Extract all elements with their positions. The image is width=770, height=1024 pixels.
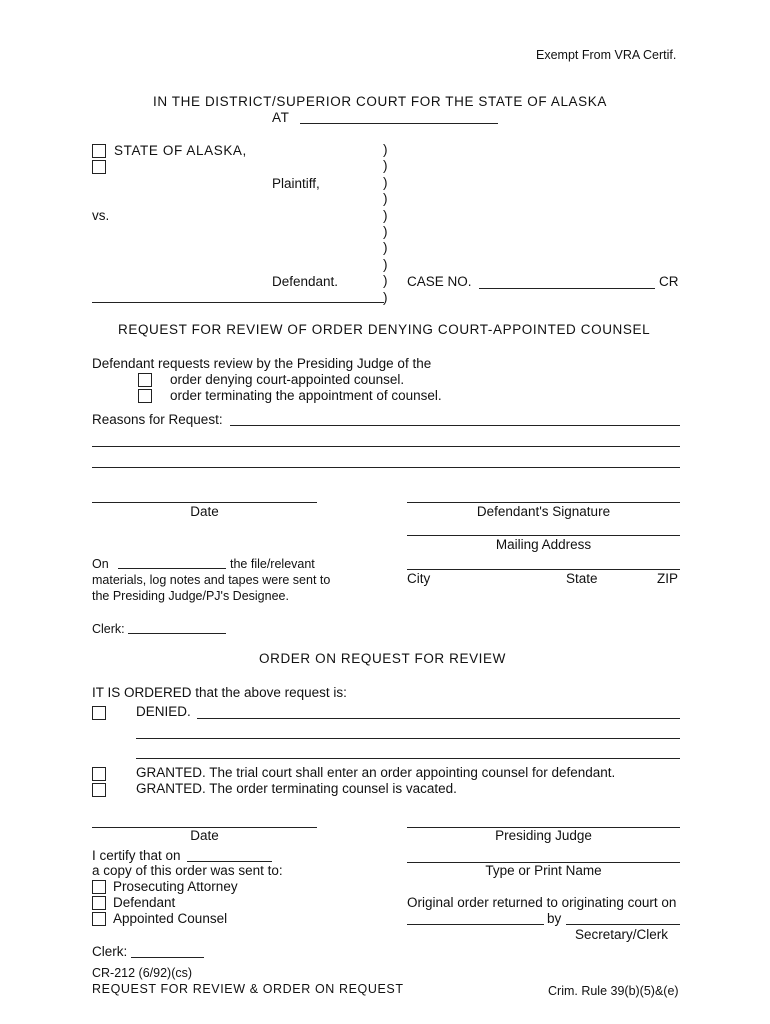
form-number: CR-212 (6/92)(cs) (92, 966, 193, 980)
mailing-address-field[interactable] (407, 535, 680, 536)
court-location-field[interactable] (300, 123, 498, 124)
reasons-line-1[interactable] (230, 425, 680, 426)
rule-reference: Crim. Rule 39(b)(5)&(e) (548, 984, 679, 998)
defendant-checkbox[interactable] (92, 896, 106, 910)
order-terminating-label: order terminating the appointment of counsel. (170, 388, 442, 403)
type-print-name-label: Type or Print Name (485, 863, 602, 878)
court-at-label: AT (272, 110, 290, 125)
case-no-label: CASE NO. (407, 274, 472, 289)
granted-appoint-checkbox[interactable] (92, 767, 106, 781)
sent-date-field[interactable] (118, 568, 226, 569)
on-label: On (92, 557, 109, 571)
ordered-text: IT IS ORDERED that the above request is: (92, 685, 347, 700)
appointed-counsel-checkbox[interactable] (92, 912, 106, 926)
request-title: REQUEST FOR REVIEW OF ORDER DENYING COURT-APPOINTED COUNSEL (118, 322, 651, 337)
zip-label: ZIP (657, 571, 679, 586)
denied-reason-line-1[interactable] (197, 718, 680, 719)
state-of-alaska-label: STATE OF ALASKA, (114, 143, 247, 158)
by-label: by (547, 911, 562, 926)
certify-date-field[interactable] (187, 861, 272, 862)
court-heading: IN THE DISTRICT/SUPERIOR COURT FOR THE STATE OF ALASKA (153, 94, 607, 109)
request-date-field[interactable] (92, 502, 317, 503)
city-state-zip-field[interactable] (407, 569, 680, 570)
reasons-label: Reasons for Request: (92, 412, 223, 427)
denied-label: DENIED. (136, 704, 191, 719)
request-clerk-field[interactable] (128, 633, 226, 634)
order-denying-label: order denying court-appointed counsel. (170, 372, 405, 387)
caption-parentheses: ) ) ) ) ) ) ) ) ) ) (383, 142, 388, 305)
prosecuting-attorney-label: Prosecuting Attorney (113, 879, 238, 894)
returned-date-field[interactable] (407, 924, 544, 925)
secretary-clerk-field[interactable] (566, 924, 680, 925)
copy-sent-label: a copy of this order was sent to: (92, 863, 283, 878)
granted-appoint-label: GRANTED. The trial court shall enter an order appointing counsel for defendant. (136, 765, 616, 780)
granted-vacate-label: GRANTED. The order terminating counsel is vacated. (136, 781, 457, 796)
defendant-signature-field[interactable] (407, 502, 680, 503)
secretary-clerk-label: Secretary/Clerk (574, 927, 668, 942)
original-returned-text: Original order returned to originating court on (407, 895, 677, 910)
other-plaintiff-checkbox[interactable] (92, 160, 106, 174)
state-of-alaska-checkbox[interactable] (92, 144, 106, 158)
plaintiff-label: Plaintiff, (272, 176, 320, 191)
request-date-label: Date (190, 504, 219, 519)
defendant-copy-label: Defendant (113, 895, 176, 910)
order-denying-checkbox[interactable] (138, 373, 152, 387)
city-label: City (407, 571, 431, 586)
mailing-address-label: Mailing Address (495, 537, 592, 552)
file-relevant-text: the file/relevant (230, 557, 315, 571)
case-number-field[interactable] (479, 288, 655, 289)
reasons-line-3[interactable] (92, 467, 680, 468)
form-title: REQUEST FOR REVIEW & ORDER ON REQUEST (92, 982, 404, 996)
order-clerk-label: Clerk: (92, 944, 128, 959)
prosecuting-attorney-checkbox[interactable] (92, 880, 106, 894)
granted-vacate-checkbox[interactable] (92, 783, 106, 797)
denied-reason-line-3[interactable] (136, 758, 680, 759)
denied-checkbox[interactable] (92, 706, 106, 720)
order-title: ORDER ON REQUEST FOR REVIEW (259, 651, 506, 666)
presiding-judge-label: Presiding Judge (495, 828, 592, 843)
defendant-signature-label: Defendant's Signature (476, 504, 611, 519)
defendant-name-field[interactable] (92, 302, 384, 303)
state-label: State (566, 571, 598, 586)
order-terminating-checkbox[interactable] (138, 389, 152, 403)
appointed-counsel-label: Appointed Counsel (113, 911, 228, 926)
order-date-label: Date (190, 828, 219, 843)
certify-label: I certify that on (92, 848, 181, 863)
order-clerk-field[interactable] (131, 957, 204, 958)
materials-text: materials, log notes and tapes were sent to (92, 573, 331, 587)
presiding-designee-text: the Presiding Judge/PJ's Designee. (92, 589, 289, 603)
exempt-note: Exempt From VRA Certif. (536, 48, 677, 62)
request-clerk-label: Clerk: (92, 622, 125, 636)
request-intro: Defendant requests review by the Presiding Judge of the (92, 356, 432, 371)
defendant-label: Defendant. (272, 274, 339, 289)
versus-label: vs. (92, 208, 110, 223)
cr-suffix: CR (659, 274, 679, 289)
reasons-line-2[interactable] (92, 446, 680, 447)
denied-reason-line-2[interactable] (136, 738, 680, 739)
